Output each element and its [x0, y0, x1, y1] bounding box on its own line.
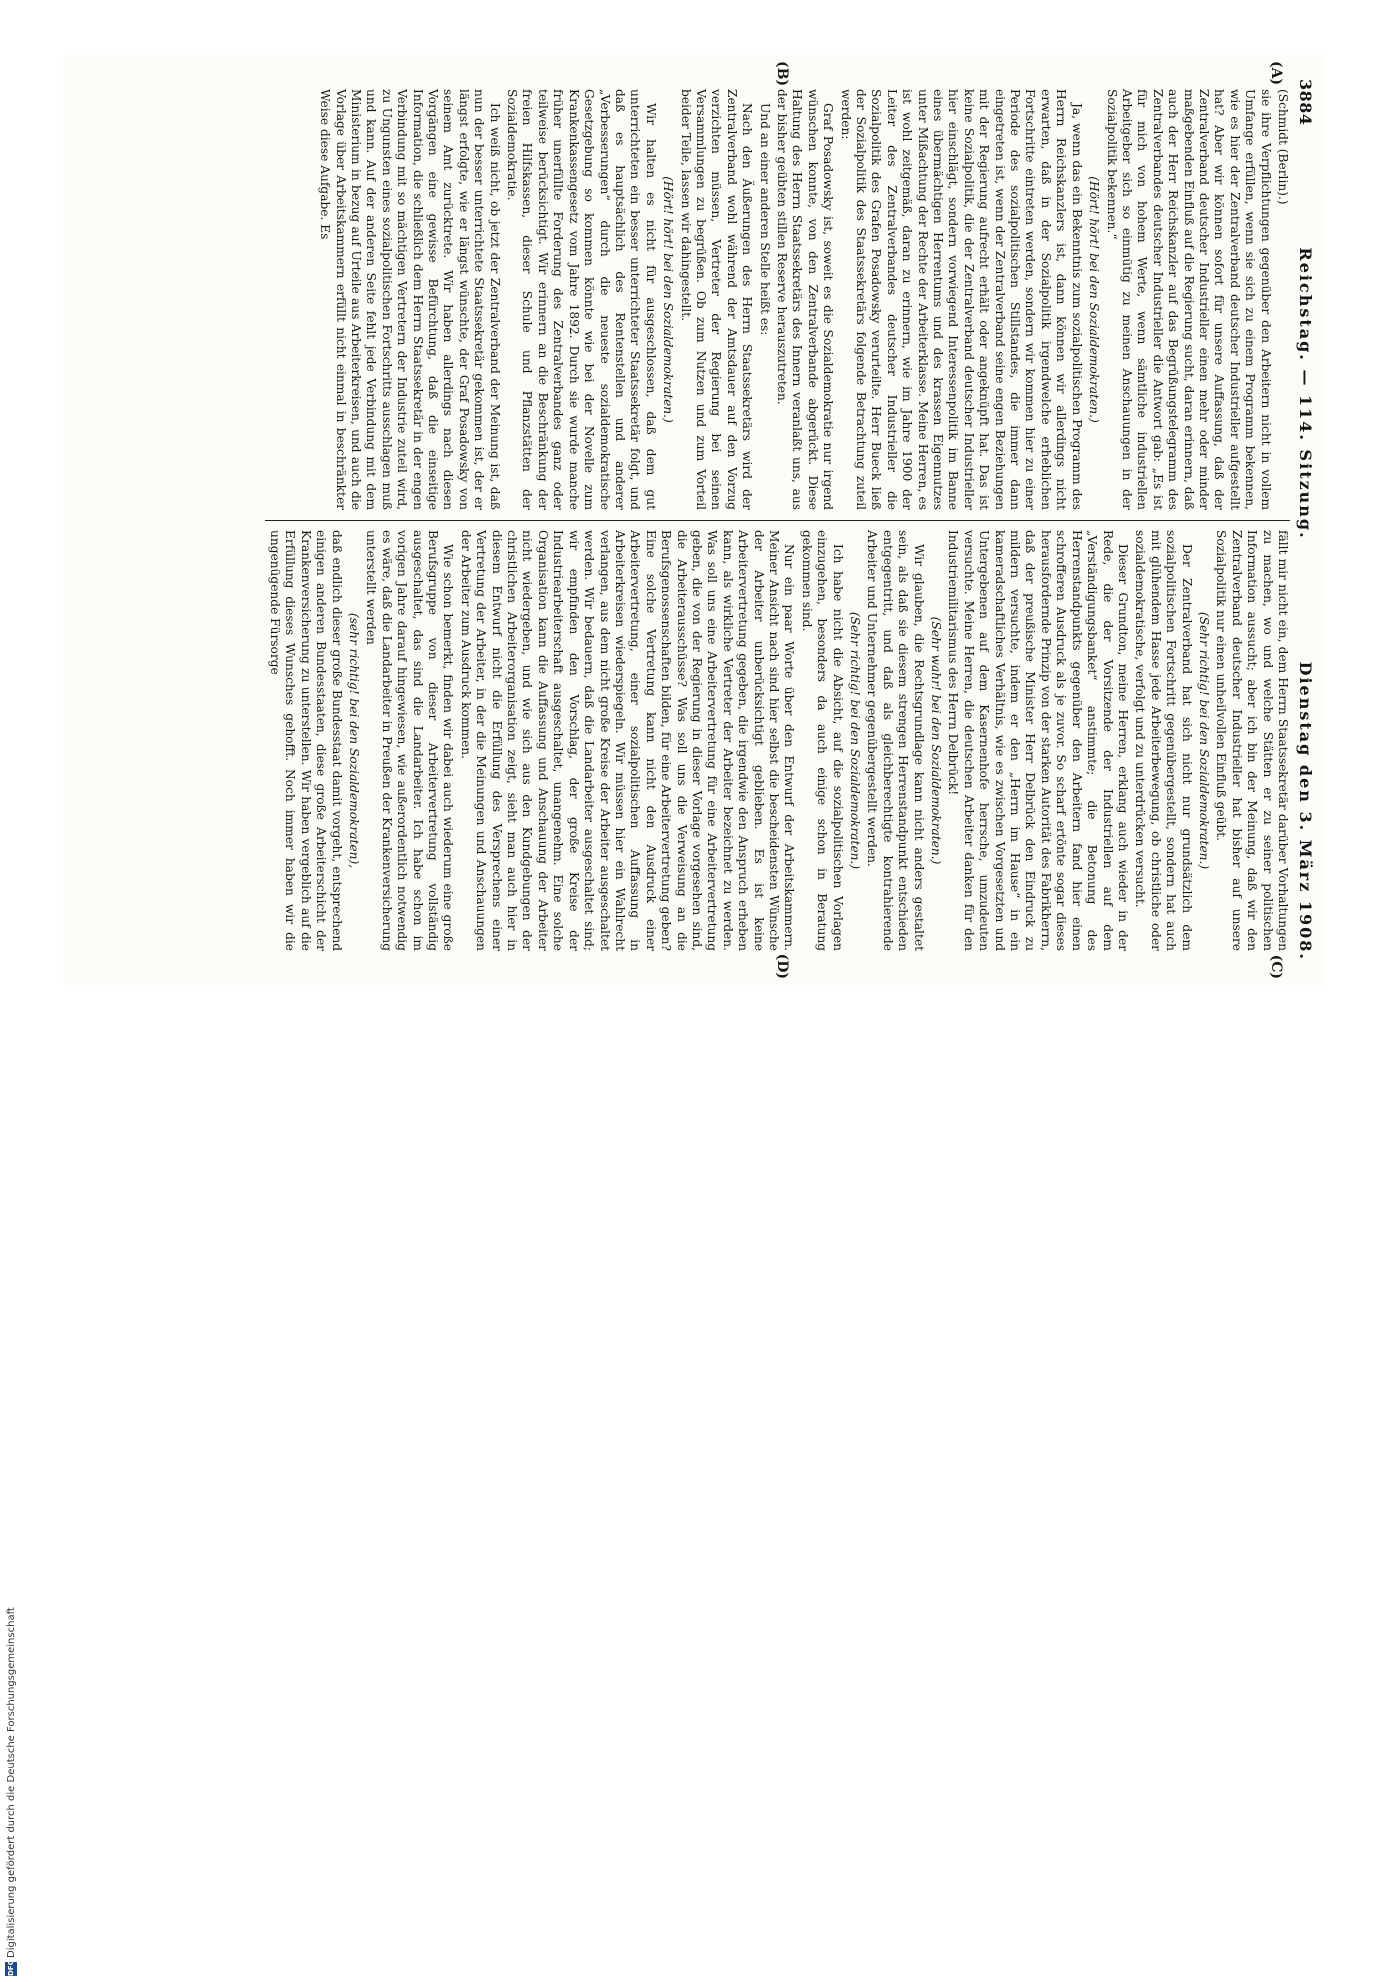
- paragraph: Ich weiß nicht, ob jetzt der Zentralverband der Meinung ist, daß nun der besser unterrichtete Staatssekretär gekommen ist, der er längst erfolgte, wie er längst wünschte, der Graf Posadowsky von seinem Amt zurücktrete. Wir haben allerdings nach diesen Vorgängen eine gewisse Befürchtung, daß die einseitige Information, die schließlich dem Herrn Staatssekretär in der engen Verbindung mit so mächtigen Vertretern der Industrie zuteil wird, zu Ungunsten eines sozialpolitischen Fortschritts ausschlagen muß und kann. Auf der anderen Seite fehlt jede Verbindung mit dem Ministerium in bezug auf Urteile aus Arbeiterkreisen, und auch die Vorlage über Arbeitskammern erfüllt nicht einmal in beschränkter Weise diese Aufgabe. Es: [318, 89, 502, 510]
- paragraph: Der Zentralverband hat sich nicht nur grundsätzlich dem sozialpolitischen Fortschritt gegenübergestellt, sondern hat auch mit glühendem Hasse jede Arbeiterbewegung, ob christliche oder sozialdemokratische, verfolgt und zu unterdrücken versucht.: [1133, 530, 1194, 951]
- paragraph: fällt mir nicht ein, dem Herrn Staatssekretär darüber Vorhaltungen zu machen, wo und welche Stätten er zu seiner politischen Information aussucht; aber ich bin der Meinung, daß wir den Zentralverband deutscher Industrieller hat bisher auf unsere Sozialpolitik nur einen unheilvollen Einfluß geübt.: [1214, 530, 1290, 951]
- interjection: (Sehr richtig! bei den Sozialdemokraten.): [848, 611, 863, 870]
- dfg-logo: DFG: [7, 1959, 15, 1976]
- interjection: (Hört! hört! bei den Sozialdemokraten.): [661, 176, 676, 423]
- page-header: [1290, 79, 1315, 961]
- paragraph: Nur ein paar Worte über den Entwurf der Arbeitskammern. Meiner Ansicht nach sind hier selbst die bescheidensten Wünsche der Arbeiter unberücksichtigt geblieben. Es ist keine Arbeitervertretung gegeben, die irgendwie den Anspruch erheben kann, als wirkliche Vertreter der Arbeiter bezeichnet zu werden. Was soll uns eine Arbeitervertretung für eine Arbeitervertretung geben, die von der Regierung in dieser Vorlage vorgesehen sind, die Arbeiterausschüsse? Was soll uns die Verweisung an die Berufsgenossenschaften bilden, für eine Arbeitervertretung geben? Eine solche Vertretung kann nicht den Ausdruck einer Arbeitervertretung, einer sozialpolitischen Auffassung in Arbeiterkreisen wiederspiegeln. Wir müssen hier ein Wahlrecht verlangen, aus dem nicht große Kreise der Arbeiter ausgeschaltet werden. Wir bedauern, daß die Landarbeiter ausgeschaltet sind; wir empfinden den Vorschlag, der große Kreise der Industriearbeiterschaft ausgeschaltet, unangenehm. Eine solche Organisation kann die Auffassung und Anschauung der Arbeiter nicht wiedergeben, und wie sich aus den Kundgebungen der christlichen Arbeiterorganisation zeigt, sieht man auch hier in diesem Entwurf nicht die Erfüllung des Versprechens einer Vertretung der Arbeiter, in der die Meinungen und Anschauungen der Arbeiter zum Ausdruck kommen.: [458, 530, 797, 951]
- paragraph: daß endlich dieser große Bundesstaat damit vorgeht, entsprechend einigen anderen Bundesstaaten, diese große Arbeiterschicht der Krankenversicherung zu unterstellen. Wir haben vergeblich auf die Erfüllung dieses Wunsches gehofft. Noch immer haben wir die ungenügende Fürsorge: [268, 530, 344, 951]
- text-columns: [265, 61, 1290, 979]
- quotation: Graf Posadowsky ist, soweit es die Sozialdemokratie nur irgend wünschen konnte, von den Zentralverbande abgerückt. Diese Haltung des Herrn Staatssekretärs des Innern veranlaßt uns, aus der bisher geübten stillen Reserve herauszutreten.: [775, 89, 836, 510]
- speaker-tag: (Schmidt (Berlin).): [1276, 89, 1290, 205]
- margin-mark-d: (D): [774, 953, 790, 979]
- paragraph: sie ihre Verpflichtungen gegenüber den Arbeitern nicht in vollem Umfange erfüllen, wenn sie sich zu einem Programm bekennen, wie es hier der Zentralverband deutscher Industrieller aufgestellt hat? Aber wir können sofort für unsere Auffassung, daß der Zentralverband deutscher Industrieller einen mehr oder minder maßgebenden Einfluß auf die Regierung sucht, daran erinnern, daß auch der Herr Reichskanzler auf das Begrüßungstelegramm des Zentralverbandes deutscher Industrieller die Antwort gab: „Es ist für mich von hohem Werte, wenn sämtliche industriellen Arbeitgeber sich so einmütig zu meinen Anschauungen in der Sozialpolitik bekennen.“: [1104, 89, 1273, 510]
- paragraph: Ja, wenn das ein Bekenntnis zum sozialpolitischen Programm des Herrn Reichskanzlers ist, dann können wir allerdings nicht erwarten, daß in der Sozialpolitik irgendwelche erheblichen Fortschritte eintreten werden, sondern wir kommen hier zu einer Periode des sozialpolitischen Stillstandes, die immer dann eingetreten ist, wenn der Zentralverband seine engen Beziehungen mit der Regierung aufrecht erhält oder angeknüpft hat. Das ist keine Sozialpolitik, die der Zentralverband deutscher Industrieller hier einschlägt, sondern vorwiegend Interessenpolitik im Banne eines übermächtigen Herrentums und des krassen Eigennutzes unter Mißachtung der Rechte der Arbeiterklasse. Meine Herren, es ist wohl zeitgemäß, daran zu erinnern, wie im Jahre 1900 der Leiter des Zentralverbandes deutscher Industrieller die Sozialpolitik des Grafen Posadowsky verurteilte. Herr Bueck ließ der Sozialpolitik des Staatssekretärs folgende Betrachtung zuteil werden:: [838, 89, 1084, 510]
- paragraph: Wir glauben, die Rechtsgrundlage kann nicht anders gestaltet sein, als daß sie diesem strengen Herrenstandpunkt entschieden entgegentritt, und daß als gleichberechtigte kontrahierende Arbeiter und Unternehmer gegenübergestellt werden.: [865, 530, 926, 951]
- paragraph: Dieser Grundton, meine Herren, erklang auch wieder in der Rede, die der Vorsitzende der Industriellen auf dem „Verständigungsbanket“ anstimmte; die Betonung des Herrenstandpunkts gegenüber den Arbeitern fand hier einen schrofferen Ausdruck als je zuvor. So scharf ertönte sogar dieses herausfordernde Prinzip von der starken Autorität des Fabrikherrn, daß der preußische Minister Herr Delbrück den Eindruck zu mildern versuchte, indem er den „Herrn im Hause“ in ein kameradschaftliches Verhältnis, wie es zwischen Vorgesetzten und Untergebenen auf dem Kasernenhofe herrsche, umzudeuten versuchte. Meine Herren, die deutschen Arbeiter danken für den Industriemilitarismus des Herrn Delbrück!: [946, 530, 1130, 951]
- session-date: Dienstag den 3. März 1908.: [1296, 661, 1315, 961]
- funding-note: Digitalisierung gefördert durch die Deutsche Forschungsgemeinschaft: [5, 1607, 17, 1958]
- interjection: (Sehr wahr! bei den Sozialdemokraten.): [929, 616, 944, 865]
- interjection: (sehr richtig! bei den Sozialdemokraten),: [347, 612, 362, 869]
- right-column: [265, 520, 1290, 961]
- margin-mark-b: (B): [774, 61, 790, 87]
- session-title: Reichstag. — 114. Sitzung.: [1296, 247, 1315, 540]
- paragraph: Ich habe nicht die Absicht, auf die sozialpolitischen Vorlagen einzugehen, besonders da auch einige schon in Beratung gekommen sind.: [799, 530, 845, 951]
- scanned-page: [63, 55, 1325, 985]
- quotation: Wir halten es nicht für ausgeschlossen, daß dem gut unterrichteten ein besser unterrichteter Staatssekretär folgt, und daß es hauptsächlich des Rentenstellen und anderer „Verbesserungen“ durch die neueste sozialdemokratische Gesetzgebung so kommen könnte wie bei der Novelle zum Krankenkassengesetz vom Jahre 1892. Durch sie wurde manche früher unerfüllte Forderung des Zentralverbandes ganz oder teilweise berücksichtigt. Wir erinnern an die Beschränkung der freien Hilfskassen, dieser Schule und Pflanzstätten der Sozialdemokratie.: [505, 89, 658, 510]
- paragraph: Wie schon bemerkt, finden wir dabei auch wiederum eine große Berufsgruppe von dieser Arbeitervertretung vollständig ausgeschaltet, das sind die Landarbeiter. Ich habe schon im vorigen Jahre darauf hingewiesen, wie außerordentlich notwendig es wäre, daß die Landarbeiter in Preußen der Krankenversicherung unterstellt werden: [364, 530, 456, 951]
- interjection: (Hört! hört! bei den Sozialdemokraten.): [1087, 176, 1102, 423]
- margin-mark-c: (C): [1268, 954, 1284, 979]
- paragraph: Und an einer anderen Stelle heißt es:: [757, 103, 772, 336]
- margin-mark-a: (A): [1268, 61, 1284, 86]
- digitization-footer: [0, 982, 18, 1982]
- interjection: (Sehr richtig! bei den Sozialdemokraten.): [1196, 611, 1211, 870]
- quotation: Nach den Äußerungen des Herrn Staatssekretärs wird der Zentralverband wohl während der Amtsdauer auf den Vorzug verzichten müssen, Vertreter der Regierung bei seinen Versammlungen zu begrüßen. Ob zum Nutzen und zum Vorteil beider Teile, lassen wir dahingestellt.: [678, 89, 755, 510]
- left-column: [265, 79, 1290, 520]
- page-number: 3884: [1296, 79, 1315, 126]
- column-divider: [265, 520, 1290, 521]
